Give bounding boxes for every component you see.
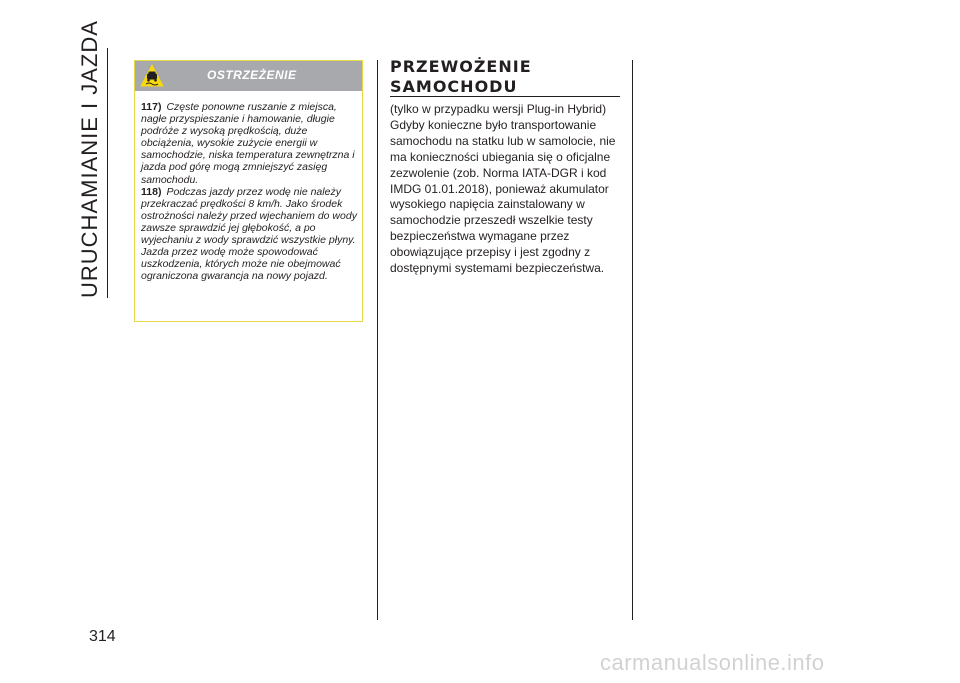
chapter-title-text: URUCHAMIANIE I JAZDA <box>77 20 102 298</box>
chapter-side-title <box>77 20 107 298</box>
warning-text <box>141 101 361 282</box>
column-divider-right <box>632 60 633 620</box>
section-title: PRZEWOŻENIE SAMOCHODU <box>390 57 532 96</box>
warning-box <box>134 60 363 322</box>
section-title-rule <box>390 96 620 97</box>
section-paragraph: (tylko w przypadku wersji Plug-in Hybrid) Gdyby konieczne było transportowanie samochodu na statku lub w samolocie, nie ma konieczności ubiegania się o oficjalne zezwolenie (zob. Norma IATA-DGR i kod IMDG 01.01.2018), ponieważ akumulator wysokiego napięcia zainstalowany w samochodzie przeszedł wszelkie testy bezpieczeństwa wymagane przez obowiązujące przepisy i jest zgodny z dostępnymi systemami bezpieczeństwa. <box>390 102 616 276</box>
warning-header <box>135 61 362 91</box>
chapter-divider <box>107 48 108 298</box>
warning-item <box>141 101 361 186</box>
section-body <box>390 102 625 277</box>
car-skid-warning-icon <box>140 64 164 88</box>
warning-item-text: Podczas jazdy przez wodę nie należy przekraczać prędkości 8 km/h. Jako środek ostrożności należy przed wjechaniem do wody zawsze sprawdzić jej głębokość, a po wyjechaniu z wody sprawdzić wszystkie płyny. Jazda przez wodę może spowodować uszkodzenia, których może nie obejmować ograniczona gwarancja na nowy pojazd. <box>141 185 357 283</box>
warning-item-number: 117) <box>141 101 162 113</box>
column-divider-left <box>377 60 378 620</box>
warning-title: OSTRZEŻENIE <box>207 68 297 82</box>
page-number: 314 <box>89 628 116 645</box>
warning-item-number: 118) <box>141 185 162 198</box>
warning-item-text: Częste ponowne ruszanie z miejsca, nagłe przyspieszanie i hamowanie, długie podróże z wysoką prędkością, duże obciążenia, wysokie zużycie energii w samochodzie, niska temperatura zewnętrzna i jazda pod górę mogą zmniejszyć zasięg samochodu. <box>141 101 355 186</box>
warning-item <box>141 186 361 283</box>
watermark-text: carmanualsonline.info <box>600 650 825 675</box>
